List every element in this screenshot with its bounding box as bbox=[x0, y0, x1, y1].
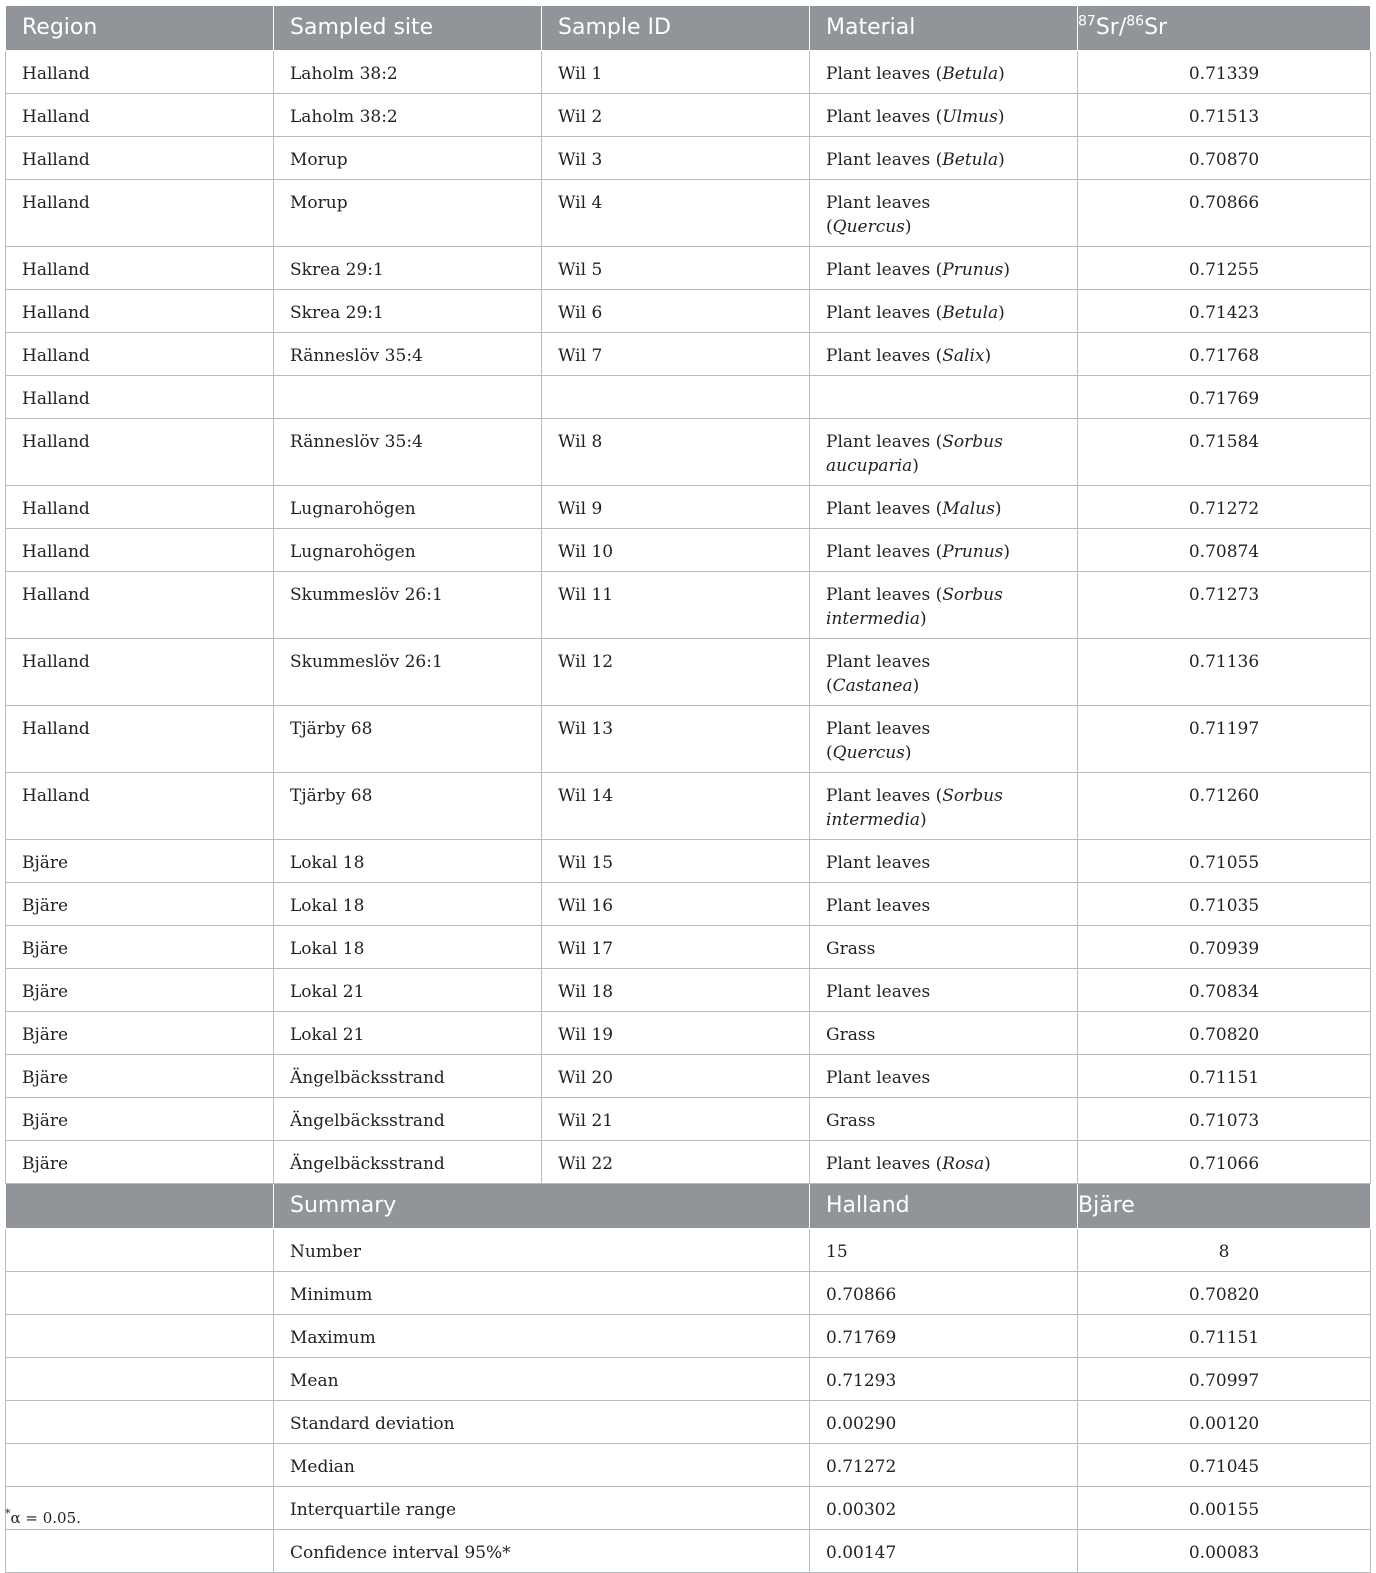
cell-sr-ratio: 0.71197 bbox=[1078, 706, 1371, 773]
summary-row bbox=[6, 1358, 1371, 1401]
table-row bbox=[6, 706, 1371, 773]
footnote-text: α = 0.05. bbox=[10, 1509, 81, 1527]
cell-sampled-site: Lokal 21 bbox=[274, 1012, 542, 1055]
cell-sr-ratio: 0.70874 bbox=[1078, 529, 1371, 572]
material-text: Plant leaves ( bbox=[826, 260, 943, 280]
material-genus: Ulmus bbox=[942, 107, 998, 127]
summary-empty-cell bbox=[6, 1358, 274, 1401]
cell-sampled-site: Ängelbäcksstrand bbox=[274, 1141, 542, 1184]
summary-value-bjare: 0.71045 bbox=[1078, 1444, 1371, 1487]
cell-region: Halland bbox=[6, 94, 274, 137]
cell-material bbox=[810, 1098, 1078, 1141]
cell-sample-id: Wil 15 bbox=[542, 840, 810, 883]
summary-empty-cell bbox=[6, 1229, 274, 1272]
cell-region: Halland bbox=[6, 529, 274, 572]
material-close: ) bbox=[997, 107, 1005, 127]
table-row bbox=[6, 333, 1371, 376]
cell-sample-id bbox=[542, 376, 810, 419]
summary-value-bjare: 0.00155 bbox=[1078, 1487, 1371, 1530]
material-text: Plant leaves ( bbox=[826, 652, 931, 696]
summary-value-halland: 0.71272 bbox=[810, 1444, 1078, 1487]
cell-sampled-site bbox=[274, 376, 542, 419]
cell-sampled-site: Ränneslöv 35:4 bbox=[274, 419, 542, 486]
cell-material bbox=[810, 773, 1078, 840]
cell-sample-id: Wil 12 bbox=[542, 639, 810, 706]
table-row bbox=[6, 529, 1371, 572]
cell-sample-id: Wil 6 bbox=[542, 290, 810, 333]
cell-sampled-site: Lokal 21 bbox=[274, 969, 542, 1012]
cell-sr-ratio: 0.70866 bbox=[1078, 180, 1371, 247]
cell-sample-id: Wil 18 bbox=[542, 969, 810, 1012]
summary-label: Mean bbox=[274, 1358, 810, 1401]
cell-sr-ratio: 0.70939 bbox=[1078, 926, 1371, 969]
cell-sampled-site: Lokal 18 bbox=[274, 840, 542, 883]
cell-sampled-site: Lugnarohögen bbox=[274, 486, 542, 529]
cell-sample-id: Wil 9 bbox=[542, 486, 810, 529]
table-row bbox=[6, 639, 1371, 706]
material-text: Plant leaves ( bbox=[826, 499, 943, 519]
cell-material bbox=[810, 706, 1078, 773]
material-close: ) bbox=[984, 346, 992, 366]
cell-sample-id: Wil 10 bbox=[542, 529, 810, 572]
summary-row bbox=[6, 1229, 1371, 1272]
material-genus: Betula bbox=[942, 150, 999, 170]
cell-material bbox=[810, 51, 1078, 94]
cell-material bbox=[810, 180, 1078, 247]
summary-label: Minimum bbox=[274, 1272, 810, 1315]
summary-empty-cell bbox=[6, 1401, 274, 1444]
summary-row bbox=[6, 1444, 1371, 1487]
cell-region: Bjäre bbox=[6, 883, 274, 926]
cell-sampled-site: Morup bbox=[274, 180, 542, 247]
summary-empty-cell bbox=[6, 1444, 274, 1487]
table-row bbox=[6, 926, 1371, 969]
header-sr-ratio bbox=[1078, 6, 1371, 51]
table-row bbox=[6, 419, 1371, 486]
header-ratio-sup-86: 86 bbox=[1126, 13, 1145, 30]
summary-body bbox=[6, 1184, 1371, 1229]
cell-material bbox=[810, 94, 1078, 137]
table-row bbox=[6, 1098, 1371, 1141]
cell-region: Bjäre bbox=[6, 840, 274, 883]
material-close: ) bbox=[994, 499, 1002, 519]
header-material: Material bbox=[810, 6, 1078, 51]
summary-row bbox=[6, 1530, 1371, 1573]
cell-region: Bjäre bbox=[6, 1012, 274, 1055]
summary-value-halland: 0.71769 bbox=[810, 1315, 1078, 1358]
table-row bbox=[6, 137, 1371, 180]
material-genus: Salix bbox=[942, 346, 985, 366]
material-close: ) bbox=[920, 810, 927, 830]
material-genus: Quercus bbox=[832, 743, 905, 763]
material-close: ) bbox=[998, 150, 1005, 170]
cell-region: Halland bbox=[6, 419, 274, 486]
cell-material bbox=[810, 247, 1078, 290]
cell-region: Bjäre bbox=[6, 1098, 274, 1141]
material-close: ) bbox=[920, 609, 927, 629]
cell-region: Halland bbox=[6, 572, 274, 639]
material-text: Plant leaves ( bbox=[826, 585, 943, 605]
summary-col-halland: Halland bbox=[810, 1184, 1078, 1229]
material-genus: Prunus bbox=[942, 260, 1004, 280]
cell-material bbox=[810, 883, 1078, 926]
cell-sample-id: Wil 17 bbox=[542, 926, 810, 969]
cell-region: Halland bbox=[6, 180, 274, 247]
cell-material bbox=[810, 419, 1078, 486]
cell-sr-ratio: 0.71136 bbox=[1078, 639, 1371, 706]
cell-sr-ratio: 0.71151 bbox=[1078, 1055, 1371, 1098]
cell-sr-ratio: 0.71260 bbox=[1078, 773, 1371, 840]
material-text: Plant leaves ( bbox=[826, 786, 943, 806]
cell-sample-id: Wil 3 bbox=[542, 137, 810, 180]
material-close: ) bbox=[904, 743, 912, 763]
header-ratio-sup-87: 87 bbox=[1078, 13, 1096, 30]
cell-material bbox=[810, 529, 1078, 572]
summary-value-bjare: 0.71151 bbox=[1078, 1315, 1371, 1358]
cell-region: Bjäre bbox=[6, 969, 274, 1012]
cell-sampled-site: Ränneslöv 35:4 bbox=[274, 333, 542, 376]
summary-label: Interquartile range bbox=[274, 1487, 810, 1530]
summary-value-bjare: 0.70997 bbox=[1078, 1358, 1371, 1401]
strontium-isotope-table bbox=[5, 5, 1371, 1573]
cell-sample-id: Wil 11 bbox=[542, 572, 810, 639]
cell-sr-ratio: 0.70870 bbox=[1078, 137, 1371, 180]
cell-region: Halland bbox=[6, 247, 274, 290]
summary-value-bjare: 0.00120 bbox=[1078, 1401, 1371, 1444]
summary-empty-cell bbox=[6, 1315, 274, 1358]
material-text: Plant leaves ( bbox=[826, 1154, 943, 1174]
material-text: Plant leaves ( bbox=[826, 64, 943, 84]
material-genus: Prunus bbox=[942, 542, 1004, 562]
material-text: Grass bbox=[826, 1025, 876, 1045]
table-row bbox=[6, 94, 1371, 137]
cell-sr-ratio: 0.71769 bbox=[1078, 376, 1371, 419]
cell-region: Halland bbox=[6, 333, 274, 376]
cell-sr-ratio: 0.70820 bbox=[1078, 1012, 1371, 1055]
material-text: Plant leaves ( bbox=[826, 303, 943, 323]
cell-region: Halland bbox=[6, 706, 274, 773]
cell-region: Halland bbox=[6, 51, 274, 94]
summary-label: Confidence interval 95%* bbox=[274, 1530, 810, 1573]
cell-material bbox=[810, 572, 1078, 639]
material-text: Plant leaves bbox=[826, 853, 931, 873]
material-close: ) bbox=[984, 1154, 991, 1174]
material-text: Plant leaves bbox=[826, 896, 931, 916]
material-genus: Betula bbox=[942, 303, 999, 323]
table-row bbox=[6, 572, 1371, 639]
summary-title: Summary bbox=[274, 1184, 810, 1229]
summary-value-halland: 0.00302 bbox=[810, 1487, 1078, 1530]
cell-sampled-site: Lokal 18 bbox=[274, 926, 542, 969]
cell-sr-ratio: 0.71584 bbox=[1078, 419, 1371, 486]
cell-sample-id: Wil 19 bbox=[542, 1012, 810, 1055]
cell-sr-ratio: 0.71066 bbox=[1078, 1141, 1371, 1184]
header-sample-id: Sample ID bbox=[542, 6, 810, 51]
summary-row bbox=[6, 1272, 1371, 1315]
material-close: ) bbox=[912, 456, 919, 476]
cell-region: Halland bbox=[6, 773, 274, 840]
summary-row bbox=[6, 1315, 1371, 1358]
table-row bbox=[6, 1055, 1371, 1098]
material-genus: Quercus bbox=[832, 217, 905, 237]
material-text: Plant leaves ( bbox=[826, 150, 943, 170]
summary-empty-cell bbox=[6, 1530, 274, 1573]
material-close: ) bbox=[1003, 542, 1011, 562]
material-text: Grass bbox=[826, 1111, 876, 1131]
cell-material bbox=[810, 333, 1078, 376]
summary-col-bjare: Bjäre bbox=[1078, 1184, 1371, 1229]
cell-sr-ratio: 0.71272 bbox=[1078, 486, 1371, 529]
material-text: Plant leaves bbox=[826, 1068, 931, 1088]
cell-sampled-site: Lugnarohögen bbox=[274, 529, 542, 572]
table-row bbox=[6, 883, 1371, 926]
material-close: ) bbox=[1003, 260, 1011, 280]
footnote bbox=[5, 1509, 81, 1527]
cell-sample-id: Wil 1 bbox=[542, 51, 810, 94]
cell-sample-id: Wil 21 bbox=[542, 1098, 810, 1141]
material-text: Plant leaves ( bbox=[826, 107, 943, 127]
cell-region: Halland bbox=[6, 137, 274, 180]
material-close: ) bbox=[904, 217, 912, 237]
cell-sample-id: Wil 16 bbox=[542, 883, 810, 926]
material-text: Plant leaves bbox=[826, 982, 931, 1002]
header-ratio-sr2: Sr bbox=[1144, 15, 1168, 40]
summary-label: Maximum bbox=[274, 1315, 810, 1358]
summary-row bbox=[6, 1487, 1371, 1530]
cell-sample-id: Wil 2 bbox=[542, 94, 810, 137]
cell-sampled-site: Skrea 29:1 bbox=[274, 247, 542, 290]
cell-sr-ratio: 0.71255 bbox=[1078, 247, 1371, 290]
summary-label: Median bbox=[274, 1444, 810, 1487]
table-row bbox=[6, 840, 1371, 883]
header-ratio-sr1: Sr/ bbox=[1095, 15, 1127, 40]
material-genus: Castanea bbox=[832, 676, 913, 696]
cell-sampled-site: Tjärby 68 bbox=[274, 773, 542, 840]
cell-sample-id: Wil 14 bbox=[542, 773, 810, 840]
cell-sr-ratio: 0.71055 bbox=[1078, 840, 1371, 883]
material-text: Grass bbox=[826, 939, 876, 959]
cell-sr-ratio: 0.71035 bbox=[1078, 883, 1371, 926]
table-row bbox=[6, 1012, 1371, 1055]
summary-value-bjare: 8 bbox=[1078, 1229, 1371, 1272]
cell-material bbox=[810, 926, 1078, 969]
cell-material bbox=[810, 840, 1078, 883]
cell-sampled-site: Skrea 29:1 bbox=[274, 290, 542, 333]
cell-region: Halland bbox=[6, 290, 274, 333]
cell-sampled-site: Skummeslöv 26:1 bbox=[274, 572, 542, 639]
summary-label: Standard deviation bbox=[274, 1401, 810, 1444]
cell-sr-ratio: 0.71073 bbox=[1078, 1098, 1371, 1141]
cell-sampled-site: Skummeslöv 26:1 bbox=[274, 639, 542, 706]
cell-sr-ratio: 0.71768 bbox=[1078, 333, 1371, 376]
summary-value-bjare: 0.70820 bbox=[1078, 1272, 1371, 1315]
cell-sampled-site: Laholm 38:2 bbox=[274, 94, 542, 137]
cell-sample-id: Wil 7 bbox=[542, 333, 810, 376]
cell-sr-ratio: 0.71273 bbox=[1078, 572, 1371, 639]
header-region: Region bbox=[6, 6, 274, 51]
cell-region: Bjäre bbox=[6, 1055, 274, 1098]
cell-material bbox=[810, 1012, 1078, 1055]
summary-row bbox=[6, 1401, 1371, 1444]
table-row bbox=[6, 1141, 1371, 1184]
cell-region: Bjäre bbox=[6, 1141, 274, 1184]
cell-sampled-site: Ängelbäcksstrand bbox=[274, 1055, 542, 1098]
summary-value-halland: 0.00147 bbox=[810, 1530, 1078, 1573]
cell-region: Halland bbox=[6, 639, 274, 706]
material-text: Plant leaves ( bbox=[826, 719, 931, 763]
cell-material bbox=[810, 1055, 1078, 1098]
material-genus: Sorbus aucuparia bbox=[826, 432, 1003, 476]
header-sampled-site: Sampled site bbox=[274, 6, 542, 51]
cell-sample-id: Wil 8 bbox=[542, 419, 810, 486]
cell-sampled-site: Tjärby 68 bbox=[274, 706, 542, 773]
material-text: Plant leaves ( bbox=[826, 346, 943, 366]
cell-material bbox=[810, 639, 1078, 706]
material-close: ) bbox=[912, 676, 920, 696]
cell-sr-ratio: 0.71339 bbox=[1078, 51, 1371, 94]
footnote-mark: * bbox=[5, 1507, 11, 1520]
summary-empty-cell bbox=[6, 1272, 274, 1315]
summary-value-halland: 15 bbox=[810, 1229, 1078, 1272]
material-genus: Sorbus intermedia bbox=[826, 585, 1003, 629]
table-header-row bbox=[6, 6, 1371, 51]
cell-sampled-site: Laholm 38:2 bbox=[274, 51, 542, 94]
table-row bbox=[6, 773, 1371, 840]
cell-region: Halland bbox=[6, 376, 274, 419]
cell-material bbox=[810, 376, 1078, 419]
summary-header-empty bbox=[6, 1184, 274, 1229]
cell-sample-id: Wil 13 bbox=[542, 706, 810, 773]
material-text: Plant leaves ( bbox=[826, 193, 931, 237]
cell-sample-id: Wil 20 bbox=[542, 1055, 810, 1098]
cell-sr-ratio: 0.70834 bbox=[1078, 969, 1371, 1012]
table-row bbox=[6, 969, 1371, 1012]
summary-value-halland: 0.00290 bbox=[810, 1401, 1078, 1444]
cell-material bbox=[810, 486, 1078, 529]
summary-value-halland: 0.70866 bbox=[810, 1272, 1078, 1315]
table-row bbox=[6, 51, 1371, 94]
table-row bbox=[6, 247, 1371, 290]
cell-sample-id: Wil 4 bbox=[542, 180, 810, 247]
summary-value-bjare: 0.00083 bbox=[1078, 1530, 1371, 1573]
summary-header-row bbox=[6, 1184, 1371, 1229]
cell-material bbox=[810, 290, 1078, 333]
summary-value-halland: 0.71293 bbox=[810, 1358, 1078, 1401]
material-genus: Malus bbox=[942, 499, 995, 519]
cell-sr-ratio: 0.71513 bbox=[1078, 94, 1371, 137]
cell-sample-id: Wil 22 bbox=[542, 1141, 810, 1184]
material-close: ) bbox=[998, 303, 1005, 323]
material-close: ) bbox=[998, 64, 1005, 84]
cell-material bbox=[810, 969, 1078, 1012]
cell-region: Halland bbox=[6, 486, 274, 529]
material-genus: Sorbus intermedia bbox=[826, 786, 1003, 830]
material-genus: Rosa bbox=[942, 1154, 985, 1174]
cell-region: Bjäre bbox=[6, 926, 274, 969]
material-genus: Betula bbox=[942, 64, 999, 84]
data-body bbox=[6, 51, 1371, 1184]
cell-sampled-site: Morup bbox=[274, 137, 542, 180]
cell-sampled-site: Ängelbäcksstrand bbox=[274, 1098, 542, 1141]
table-row bbox=[6, 376, 1371, 419]
table-row bbox=[6, 180, 1371, 247]
summary-rows bbox=[6, 1229, 1371, 1573]
summary-label: Number bbox=[274, 1229, 810, 1272]
table-row bbox=[6, 486, 1371, 529]
material-text: Plant leaves ( bbox=[826, 542, 943, 562]
cell-sr-ratio: 0.71423 bbox=[1078, 290, 1371, 333]
table-row bbox=[6, 290, 1371, 333]
material-text: Plant leaves ( bbox=[826, 432, 943, 452]
cell-sample-id: Wil 5 bbox=[542, 247, 810, 290]
cell-sampled-site: Lokal 18 bbox=[274, 883, 542, 926]
cell-material bbox=[810, 1141, 1078, 1184]
cell-material bbox=[810, 137, 1078, 180]
